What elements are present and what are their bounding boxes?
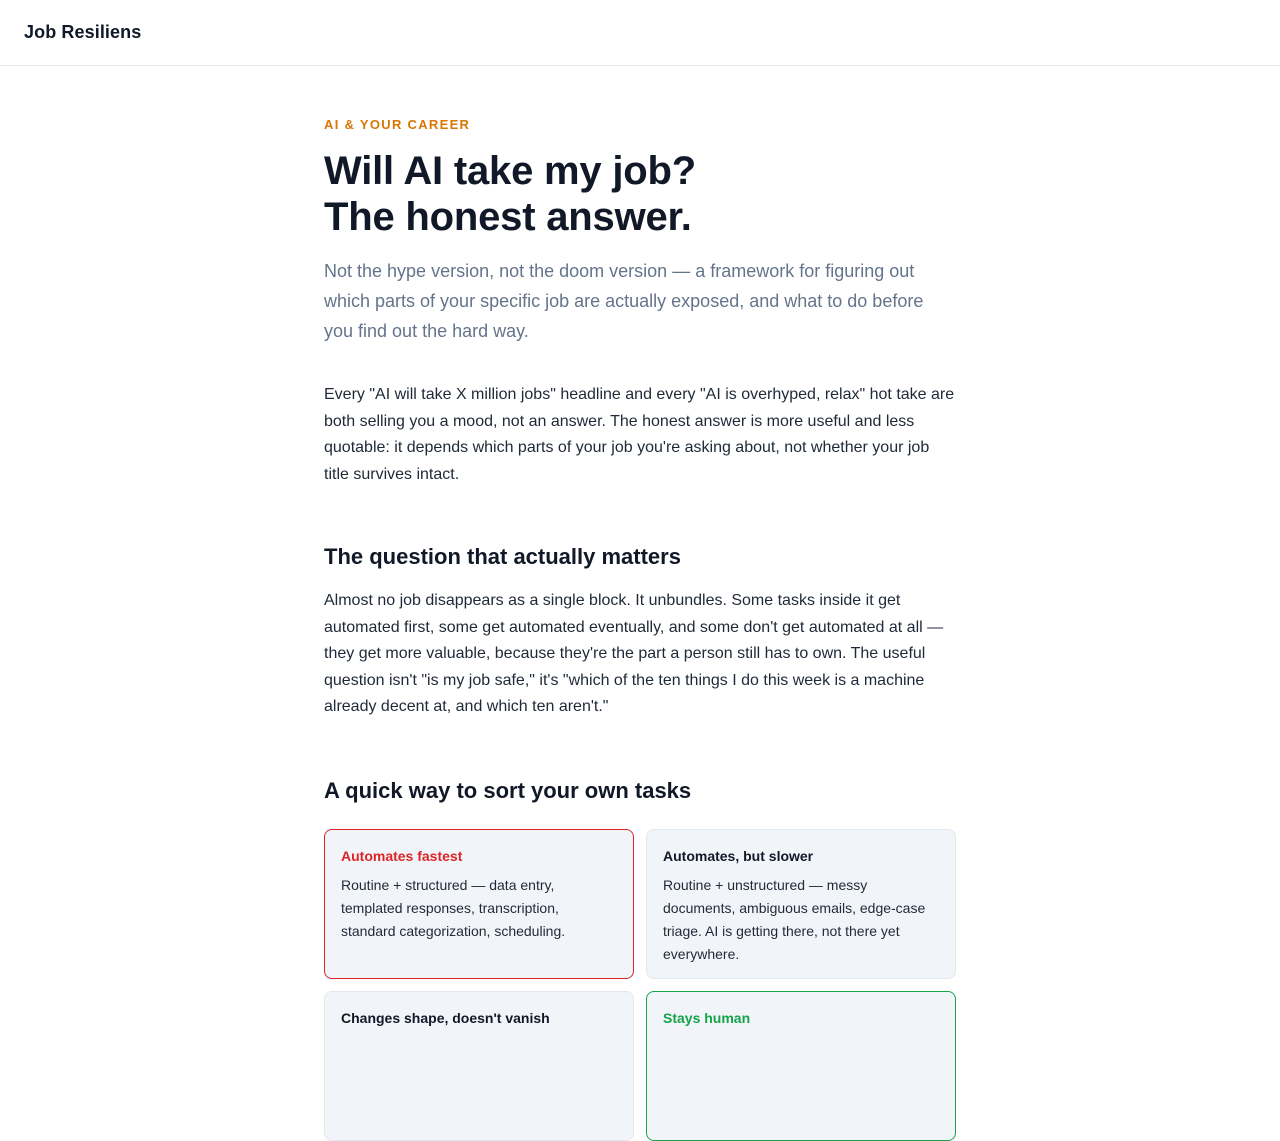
brand-logo-link[interactable]: Job Resiliens <box>24 22 142 42</box>
task-category-grid <box>324 829 956 1141</box>
top-navigation-bar <box>0 0 1280 66</box>
article-title-line-2: The honest answer. <box>324 195 692 239</box>
card-description: Routine + unstructured — messy documents, ambiguous emails, edge-case triage. AI is getting there, not there yet everywhere. <box>663 876 926 962</box>
article-title <box>324 148 956 240</box>
section-heading-question: The question that actually matters <box>324 544 681 569</box>
category-card-automates-fastest <box>324 829 634 979</box>
category-card-changes-shape <box>324 991 634 1141</box>
intro-paragraph: Every "AI will take X million jobs" headline and every "AI is overhyped, relax" hot take are both selling you a mood, not an answer. The honest answer is more useful and less quotable: it depends which parts of your job you're asking about, not whether your job title survives intact. <box>324 386 955 483</box>
article-lede: Not the hype version, not the doom version — a framework for figuring out which parts of your specific job are actually exposed, and what to do before you find out the hard way. <box>324 261 924 341</box>
card-title: Changes shape, doesn't vanish <box>341 1009 550 1026</box>
section-paragraph-question: Almost no job disappears as a single block. It unbundles. Some tasks inside it get automated first, some get automated eventually, and some don't get automated at all — they get more valuable, because they're the part a person still has to own. The useful question isn't "is my job safe," it's "which of the ten things I do this week is a machine already decent at, and which ten aren't." <box>324 592 944 715</box>
article-title-line-1: Will AI take my job? <box>324 149 696 193</box>
article-kicker: AI & YOUR CAREER <box>324 117 471 132</box>
card-description: Routine + structured — data entry, templated responses, transcription, standard categorization, scheduling. <box>341 876 566 939</box>
category-card-stays-human <box>646 991 956 1141</box>
category-card-automates-slower <box>646 829 956 979</box>
article <box>324 67 956 1141</box>
card-title: Stays human <box>663 1009 751 1026</box>
section-heading-sort-tasks: A quick way to sort your own tasks <box>324 777 692 803</box>
card-title: Automates, but slower <box>663 847 814 864</box>
card-title: Automates fastest <box>341 847 463 864</box>
